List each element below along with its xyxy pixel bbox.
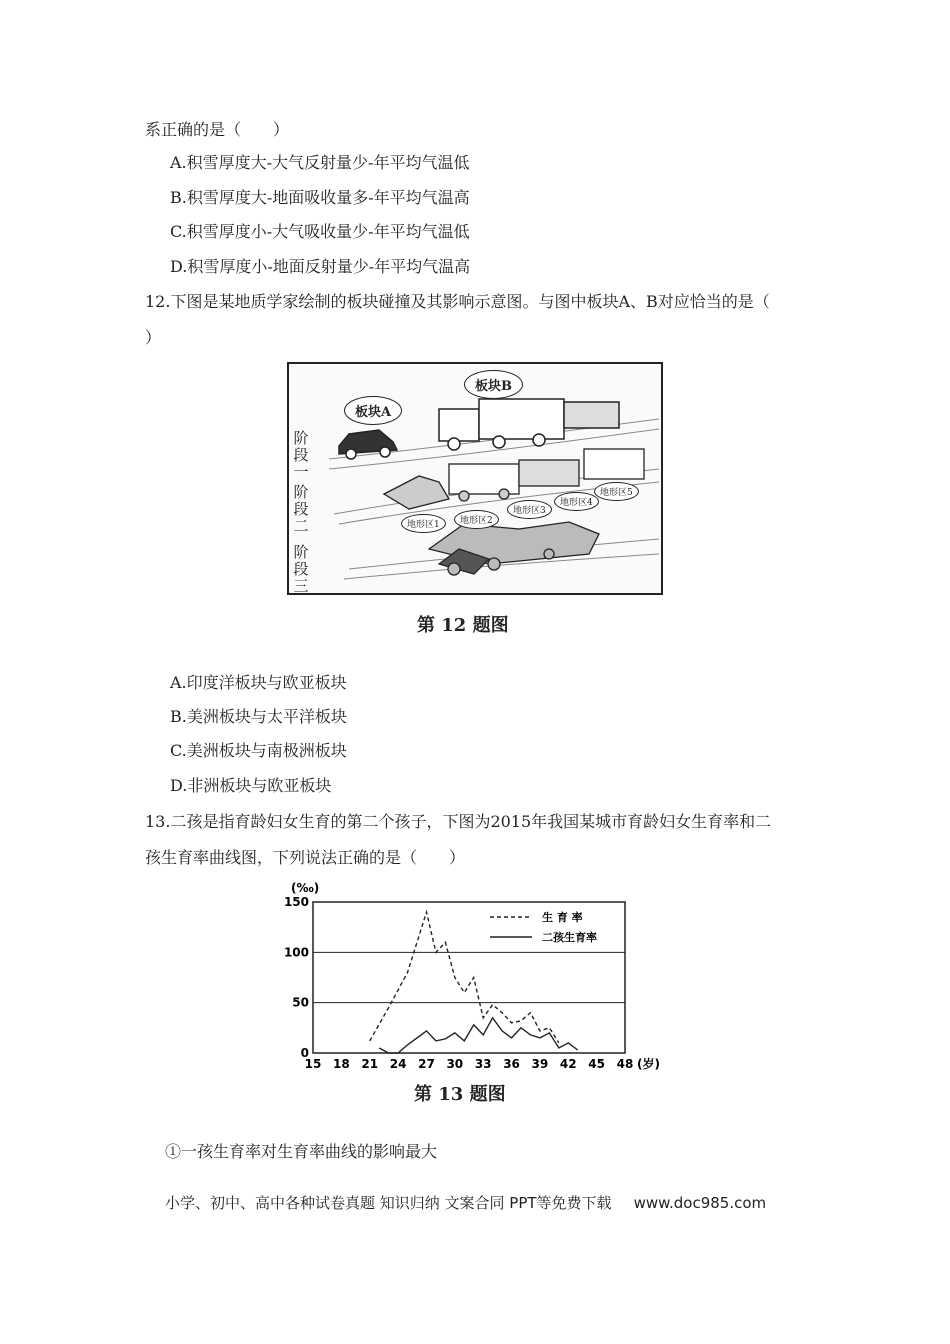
q12-option-a: A.印度洋板块与欧亚板块 bbox=[170, 673, 347, 692]
figure-13-caption: 第 13 题图 bbox=[414, 1084, 506, 1105]
x-tick-label: 15 bbox=[304, 1057, 322, 1071]
legend-label-1: 二孩生育率 bbox=[542, 931, 597, 944]
x-tick-label: 18 bbox=[333, 1057, 350, 1071]
x-tick-label: 33 bbox=[474, 1057, 492, 1071]
x-tick-label: 36 bbox=[503, 1057, 520, 1071]
y-tick-label: 150 bbox=[283, 895, 309, 909]
plate-b-label: 板块B bbox=[464, 370, 523, 399]
x-axis-label: (岁) bbox=[637, 1057, 660, 1071]
zone-5-label: 地形区5 bbox=[594, 482, 639, 501]
footer-text: 小学、初中、高中各种试卷真题 知识归纳 文案合同 PPT等免费下载 bbox=[165, 1194, 612, 1212]
x-tick-label: 24 bbox=[389, 1057, 407, 1071]
y-axis-label: (‰) bbox=[291, 881, 320, 895]
plate-collision-figure bbox=[287, 362, 663, 595]
y-tick-label: 0 bbox=[300, 1046, 309, 1060]
q12-option-d: D.非洲板块与欧亚板块 bbox=[170, 776, 332, 795]
q12-option-c: C.美洲板块与南极洲板块 bbox=[170, 741, 347, 760]
series-line-1 bbox=[379, 1018, 578, 1053]
zone-4-label: 地形区4 bbox=[554, 492, 599, 511]
q11-option-d: D.积雪厚度小-地面反射量少-年平均气温高 bbox=[170, 257, 471, 276]
series-line-0 bbox=[370, 912, 559, 1043]
q11-stem-end: 系正确的是（ ） bbox=[145, 120, 290, 139]
y-tick-label: 50 bbox=[292, 995, 309, 1010]
x-tick-label: 27 bbox=[418, 1057, 435, 1071]
x-tick-label: 42 bbox=[559, 1057, 577, 1071]
page-footer bbox=[165, 1192, 766, 1213]
y-tick-label: 100 bbox=[283, 945, 309, 960]
zone-2-label: 地形区2 bbox=[454, 510, 499, 529]
q13-statement-1: ①一孩生育率对生育率曲线的影响最大 bbox=[165, 1142, 438, 1161]
stage-3-label: 阶段三 bbox=[293, 543, 309, 595]
plate-a-label: 板块A bbox=[344, 396, 402, 425]
q12-stem-line2: ） bbox=[145, 328, 162, 347]
x-tick-label: 30 bbox=[446, 1057, 464, 1071]
x-tick-label: 21 bbox=[361, 1057, 379, 1071]
q12-option-b: B.美洲板块与太平洋板块 bbox=[170, 707, 347, 726]
q13-stem-line1: 13.二孩是指育龄妇女生育的第二个孩子，下图为2015年我国某城市育龄妇女生育率和二 bbox=[145, 812, 772, 831]
q13-stem-line2: 孩生育率曲线图，下列说法正确的是（ ） bbox=[145, 848, 466, 867]
chart-frame bbox=[313, 902, 625, 1053]
legend-label-0: 生 育 率 bbox=[542, 911, 583, 924]
plate-collision-illustration bbox=[289, 364, 661, 593]
footer-url[interactable]: www.doc985.com bbox=[633, 1194, 767, 1212]
q11-option-c: C.积雪厚度小-大气吸收量少-年平均气温低 bbox=[170, 222, 470, 241]
stage-1-label: 阶段一 bbox=[293, 429, 309, 481]
q12-stem-line1: 12.下图是某地质学家绘制的板块碰撞及其影响示意图。与图中板块A、B对应恰当的是（ bbox=[145, 292, 770, 311]
x-tick-label: 39 bbox=[531, 1057, 549, 1071]
q11-option-b: B.积雪厚度大-地面吸收量多-年平均气温高 bbox=[170, 188, 470, 207]
figure-12-caption: 第 12 题图 bbox=[417, 615, 509, 636]
q11-option-a: A.积雪厚度大-大气反射量少-年平均气温低 bbox=[170, 153, 470, 172]
zone-1-label: 地形区1 bbox=[401, 514, 446, 533]
x-tick-label: 48 bbox=[616, 1057, 634, 1071]
x-tick-label: 45 bbox=[588, 1057, 605, 1071]
zone-3-label: 地形区3 bbox=[507, 500, 552, 519]
stage-2-label: 阶段二 bbox=[293, 483, 309, 535]
fertility-rate-chart bbox=[280, 875, 680, 1075]
